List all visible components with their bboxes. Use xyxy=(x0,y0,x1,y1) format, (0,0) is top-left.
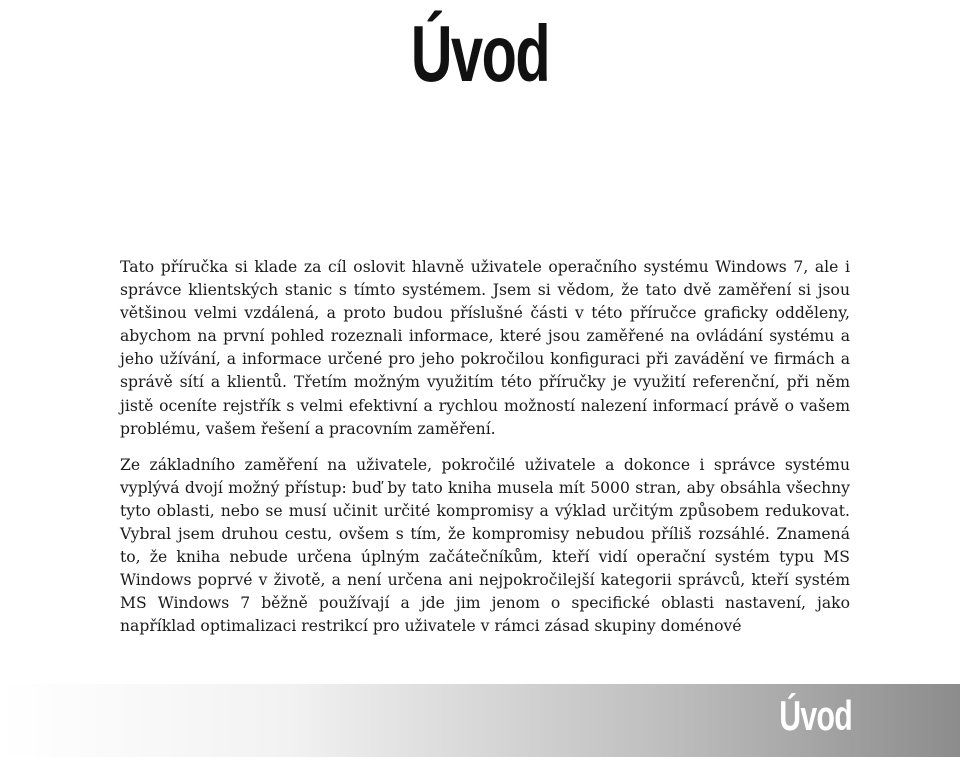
footer-chapter-title: Úvod xyxy=(779,692,852,739)
body-text xyxy=(120,256,850,639)
chapter-title: Úvod xyxy=(410,9,550,98)
paragraph-2: Ze základního zaměření na uživatele, pokročilé uživatele a dokonce i správce systému vyplývá dvojí možný přístup: buď by tato kniha musela mít 5000 stran, aby obsáhla všechny tyto oblasti, nebo se musí učinit určité kompromisy a výklad určitým způsobem redukovat. Vybral jsem druhou cestu, ovšem s tím, že kompromisy nebudou příliš rozsáhlé. Znamená to, že kniha nebude určena úplným začátečníkům, kteří vidí operační systém typu MS Windows poprvé v životě, a není určena ani nejpokročilejší kategorii správců, kteří systém MS Windows 7 běžně používají a jde jim jenom o specifické oblasti nastavení, jako například optimalizaci restrikcí pro uživatele v rámci zásad skupiny doménové xyxy=(120,455,850,636)
paragraph-1: Tato příručka si klade za cíl oslovit hlavně uživatele operačního systému Windows 7, ale i správce klientských stanic s tímto systémem. Jsem si vědom, že tato dvě zaměření si jsou většinou velmi vzdálená, a proto budou příslušné části v této příručce graficky odděleny, abychom na první pohled rozeznali informace, které jsou zaměřené na ovládání systému a jeho užívání, a informace určené pro jeho pokročilou konfiguraci při zavádění ve firmách a správě sítí a klientů. Třetím možným využitím této příručky je využití referenční, při něm jistě oceníte rejstřík s velmi efektivní a rychlou možností nalezení informací právě o vašem problému, vašem řešení a pracovním zaměření. xyxy=(120,258,850,438)
